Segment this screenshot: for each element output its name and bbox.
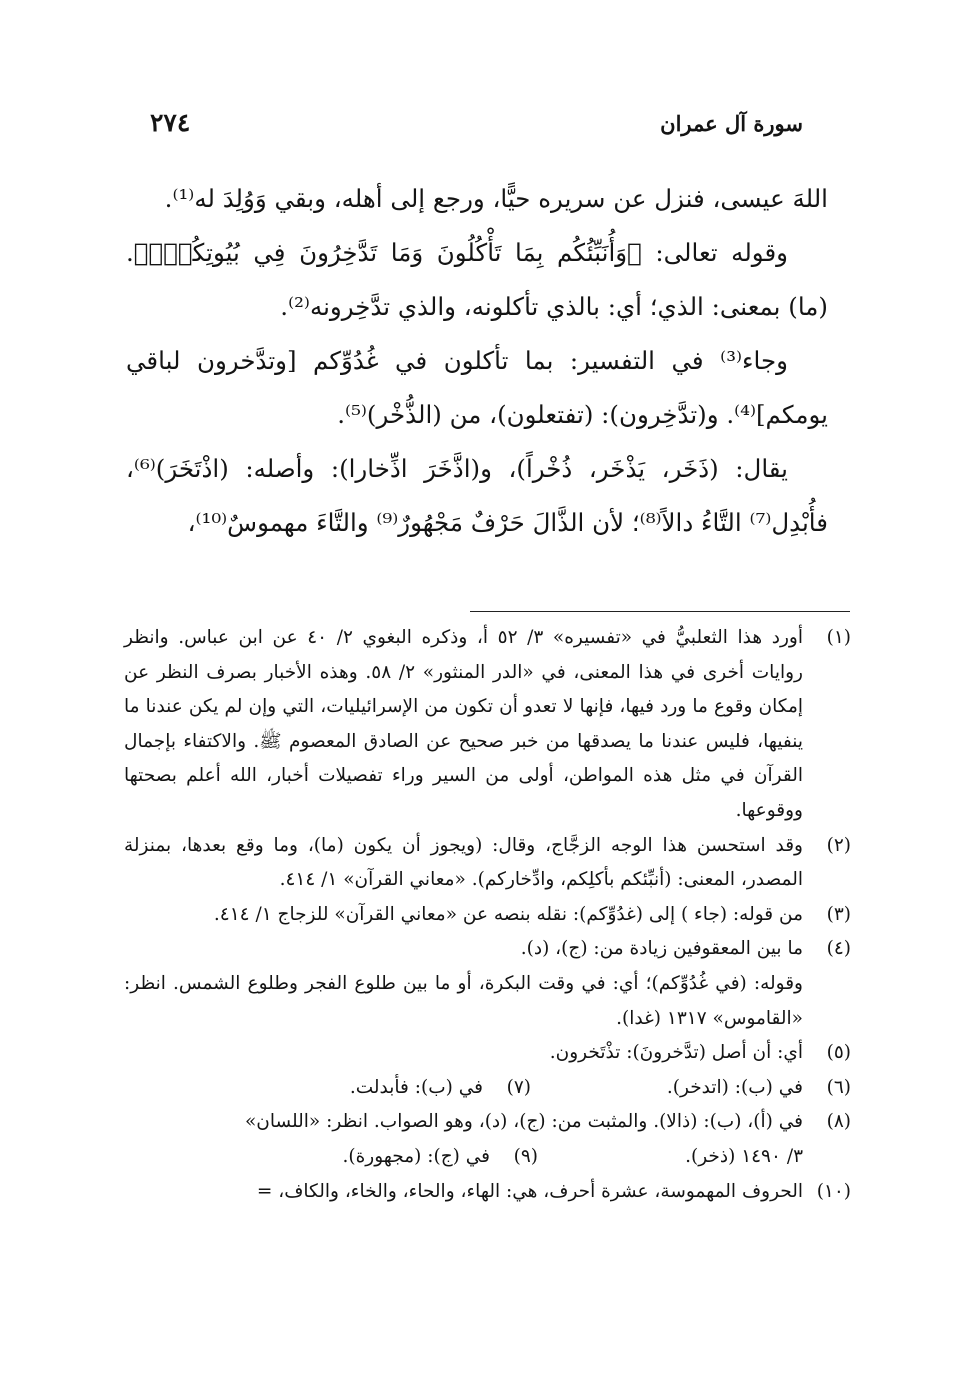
footnotes — [124, 621, 851, 1209]
page-number: ٢٧٤ — [150, 108, 191, 137]
footnote-text: في (ب): (اتدخر). — [666, 1076, 803, 1098]
footnote-text: الحروف المهموسة، عشرة أحرف، هي: الهاء، والحاء، والخاء، والكاف، = — [256, 1180, 803, 1202]
footnote-2 — [124, 829, 851, 898]
footnotes-6-7-row — [124, 1071, 851, 1106]
footnote-4 — [124, 932, 851, 967]
paragraph-1: اللهَ عيسى، فنزل عن سريره حيًّا، ورجع إلى أهله، وبقي وَوُلِدَ له⁽¹⁾. — [164, 184, 828, 213]
quran-verse: ﴿وَأُنَبِّئُكُم بِمَا تَأْكُلُونَ وَمَا تَدَّخِرُونَ فِي بُيُوتِكُمْۚ﴾ — [133, 238, 642, 267]
footnote-number: (٦) — [826, 1076, 851, 1098]
footnotes-8-9-row — [124, 1140, 851, 1175]
paragraph-2-intro: وقوله تعالى: — [641, 238, 788, 267]
footnote-6 — [531, 1071, 851, 1106]
footnote-text: أورد هذا الثعلبيُّ في «تفسيره» ٣/ ٥٢ أ، وذكره البغوي ٢/ ٤٠ عن ابن عباس. وانظر روايات أخرى في هذا المعنى، في «الدر المنثور» ٢/ ٥٨. وهذه الأخبار بصرف النظر عن إمكان وقوع ما ورد فيها، فإنها لا تعدو أن تكون من الإسرائيليات، التي وإن لم يكن عندنا ما ينفيها، فليس عندنا ما يصدقها من خبر صحيح عن الصادق المعصوم ﷺ. والاكتفاء بإجمال القرآن في مثل هذه المواطن، أولى من السير وراء تفصيلات أخبار، الله أعلم بصحتها ووقوعها. — [124, 627, 803, 821]
footnote-text: ما بين المعقوفين زيادة من: (ج)، (د). — [520, 938, 803, 960]
footnote-number: (١) — [826, 627, 851, 648]
footnote-number: (٩) — [513, 1145, 538, 1167]
footnote-1 — [124, 621, 851, 829]
footnote-3 — [124, 898, 851, 933]
footnote-8 — [124, 1105, 851, 1140]
footnote-text: أي: أن أصل (تدَّخرونَ): تذْتَخرون. — [549, 1042, 803, 1064]
footnote-number: (٣) — [826, 903, 851, 925]
footnote-number: (٧) — [506, 1076, 531, 1098]
footnote-text: من قوله: (جاء ) إلى (غدُوِّكم): نقله بنصه عن «معاني القرآن» للزجاج ١/ ٤١٤. — [213, 903, 803, 925]
footnote-number: (٥) — [826, 1042, 851, 1064]
footnote-text: في (أ)، (ب): (ذالا). والمثبت من: (ج)، (د)، وهو الصواب. انظر: «اللسان» — [244, 1111, 803, 1133]
footnote-number: (٨) — [826, 1111, 851, 1133]
footnote-text: وقد استحسن هذا الوجه الزجَّاج، وقال: (ويجوز أن يكون (ما)، وما وقع بعدها، بمنزلة المصدر، المعنى: (أنبِّئكم بأكلِكم، وادِّخاركم). «معاني القرآن» ١/ ٤١٤. — [124, 834, 803, 891]
paragraph-3: وجاء⁽³⁾ في التفسير: بما تأكلون في غُدُوِّكم [وتدَّخرون لباقي يومكم]⁽⁴⁾. و(تدَّخِرون): (تفتعلون)، من (الذُّخْر)⁽⁵⁾. — [126, 346, 828, 429]
page-header — [150, 108, 803, 137]
footnote-divider — [470, 611, 850, 612]
chapter-title: سورة آل عمران — [660, 111, 803, 136]
footnote-text: في (ج): (مجهورة). — [342, 1145, 490, 1167]
footnote-8-tail: ٣/ ١٤٩٠ (ذخر). — [685, 1145, 803, 1167]
footnote-number: (٤) — [826, 938, 851, 960]
footnote-9 — [342, 1140, 538, 1175]
footnote-7 — [211, 1071, 531, 1106]
footnote-number: (٢) — [826, 834, 851, 856]
footnote-4-continuation: وقوله: (في غُدُوِّكم)؛ أي: في وقت البكرة، أو ما بين طلوع الفجر وطلوع الشمس. انظر: «القاموس» ١٣١٧ (غدا). — [124, 972, 803, 1029]
footnote-5 — [124, 1036, 851, 1071]
paragraph-2-rest: . (ما) بمعنى: الذي؛ أي: بالذي تأكلونه، والذي تدَّخِرونه⁽²⁾. — [126, 238, 828, 321]
footnote-10 — [124, 1175, 851, 1210]
paragraph-4: يقال: (ذَخَر، يَذْخَر، ذُخْراً)، و(اذَّخَرَ اذِّخارا): وأصله: (اذْتَخَرَ)⁽⁶⁾، فأُبْدِل⁽⁷⁾ التَّاءُ دالاً⁽⁸⁾؛ لأن الذَّالَ حَرْفٌ مَجْهُورٌ⁽⁹⁾ والتَّاءَ مهموسٌ⁽¹⁰⁾، — [126, 454, 828, 537]
main-text — [126, 172, 828, 550]
footnote-number: (١٠) — [816, 1180, 851, 1202]
paragraph-2 — [126, 226, 828, 334]
footnote-text: في (ب): فأبدلت. — [349, 1076, 483, 1098]
